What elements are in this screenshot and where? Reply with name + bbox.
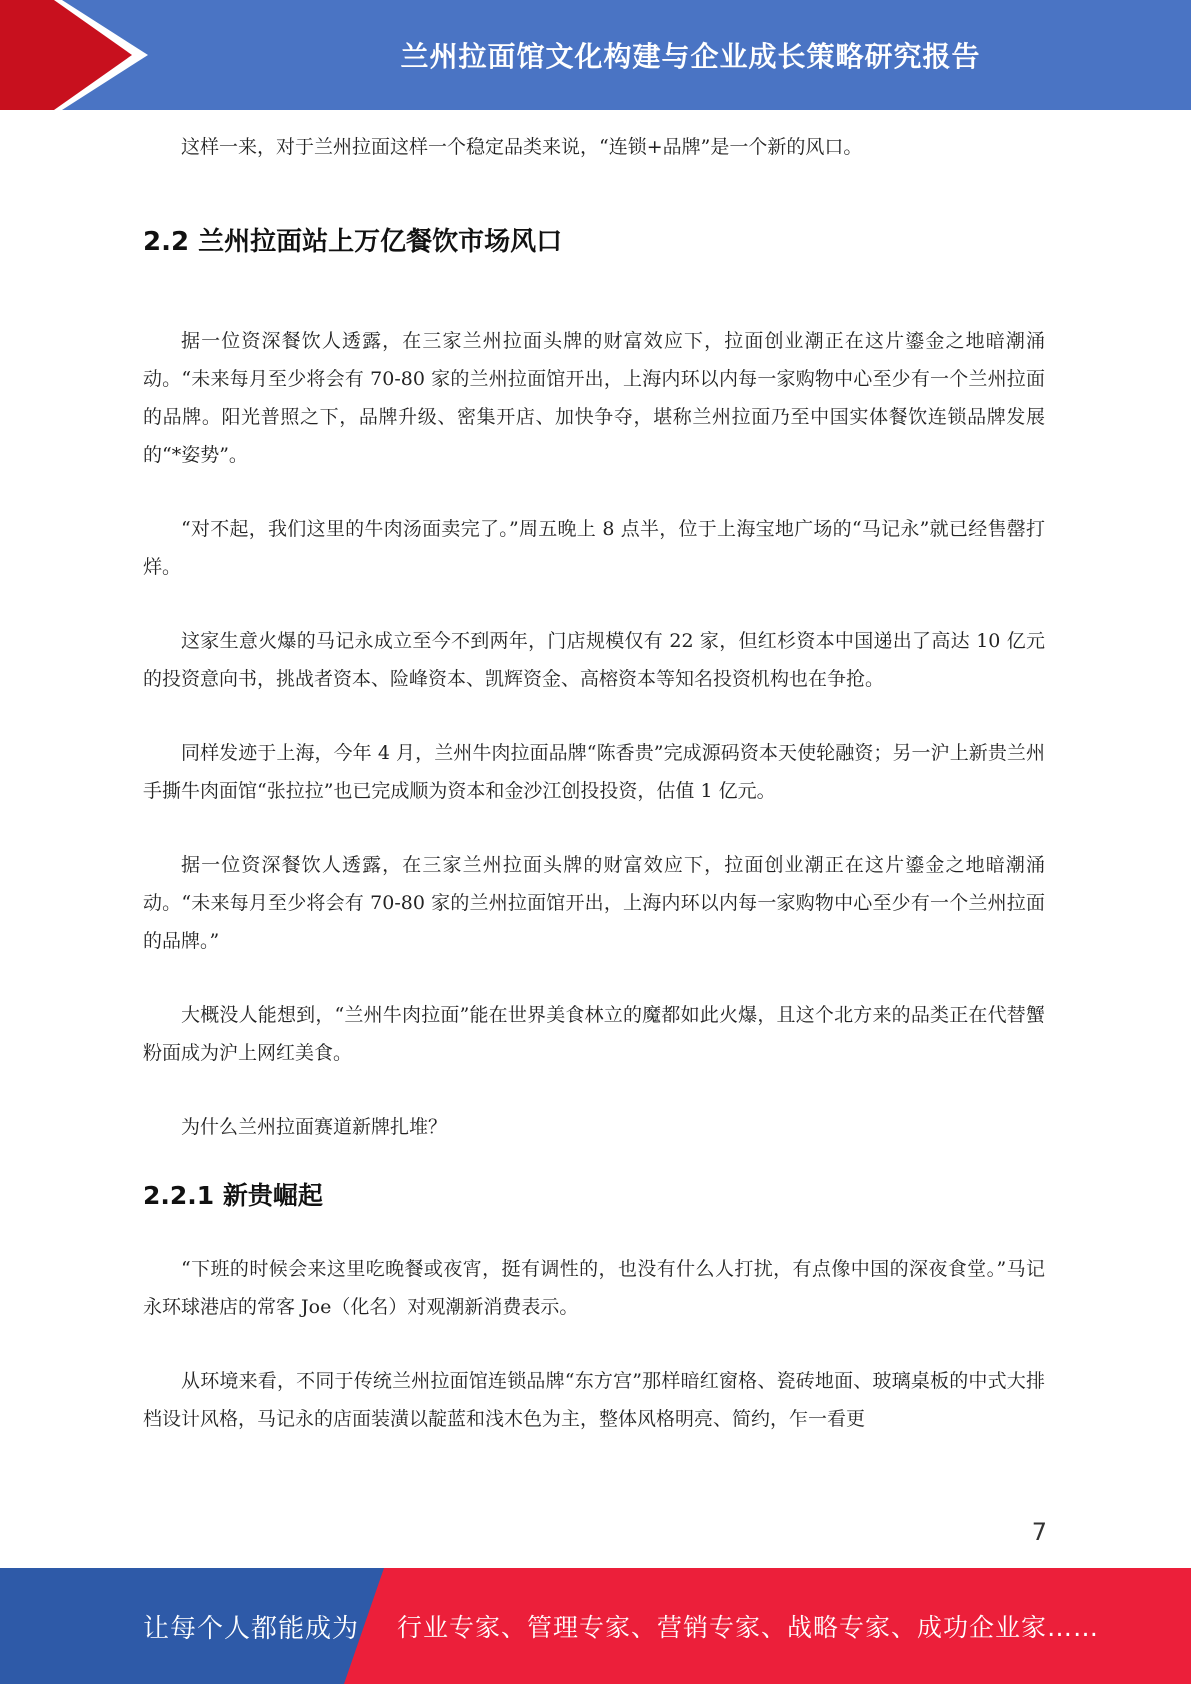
page-header (0, 0, 1191, 110)
body-paragraph: 从环境来看，不同于传统兰州拉面馆连锁品牌“东方宫”那样暗红窗格、瓷砖地面、玻璃桌板的中式大排档设计风格，马记永的店面装潢以靛蓝和浅木色为主，整体风格明亮、简约，乍一看更 (143, 1370, 1045, 1430)
page-content (143, 128, 1045, 1474)
body-paragraph: 大概没人能想到，“兰州牛肉拉面”能在世界美食林立的魔都如此火爆，且这个北方来的品类正在代替蟹粉面成为沪上网红美食。 (143, 1004, 1045, 1064)
body-paragraph: “下班的时候会来这里吃晚餐或夜宵，挺有调性的，也没有什么人打扰，有点像中国的深夜食堂。”马记永环球港店的常客 Joe（化名）对观潮新消费表示。 (143, 1258, 1045, 1318)
subsection-heading: 2.2.1 新贵崛起 (143, 1181, 323, 1210)
page-number: 7 (1031, 1518, 1047, 1546)
section-heading: 2.2 兰州拉面站上万亿餐饮市场风口 (143, 227, 563, 257)
body-paragraph: 同样发迹于上海，今年 4 月，兰州牛肉拉面品牌“陈香贵”完成源码资本天使轮融资；另一沪上新贵兰州手撕牛肉面馆“张拉拉”也已完成顺为资本和金沙江创投投资，估值 1 亿元。 (143, 742, 1045, 802)
body-paragraph: 据一位资深餐饮人透露，在三家兰州拉面头牌的财富效应下，拉面创业潮正在这片鎏金之地暗潮涌动。“未来每月至少将会有 70-80 家的兰州拉面馆开出，上海内环以内每一家购物中心至少有一个兰州拉面的品牌。阳光普照之下，品牌升级、密集开店、加快争夺，堪称兰州拉面乃至中国实体餐饮连锁品牌发展的“*姿势”。 (143, 330, 1045, 466)
body-paragraph: “对不起，我们这里的牛肉汤面卖完了。”周五晚上 8 点半，位于上海宝地广场的“马记永”就已经售罄打烊。 (143, 518, 1045, 578)
footer-slogan-left: 让每个人都能成为 (143, 1613, 360, 1644)
body-paragraph: 据一位资深餐饮人透露，在三家兰州拉面头牌的财富效应下，拉面创业潮正在这片鎏金之地暗潮涌动。“未来每月至少将会有 70-80 家的兰州拉面馆开出，上海内环以内每一家购物中心至少有一个兰州拉面的品牌。” (143, 854, 1045, 952)
page-footer (0, 1568, 1191, 1684)
report-title: 兰州拉面馆文化构建与企业成长策略研究报告 (400, 40, 981, 73)
body-paragraph: 为什么兰州拉面赛道新牌扎堆？ (181, 1116, 448, 1138)
footer-slogan-right: 行业专家、管理专家、营销专家、战略专家、成功企业家…… (397, 1613, 1100, 1642)
body-paragraph: 这家生意火爆的马记永成立至今不到两年，门店规模仅有 22 家，但红杉资本中国递出了高达 10 亿元的投资意向书，挑战者资本、险峰资本、凯辉资金、高榕资本等知名投资机构也在争抢。 (143, 630, 1045, 690)
intro-paragraph: 这样一来，对于兰州拉面这样一个稳定品类来说，“连锁+品牌”是一个新的风口。 (181, 136, 863, 158)
header-arrow-icon (0, 0, 160, 110)
